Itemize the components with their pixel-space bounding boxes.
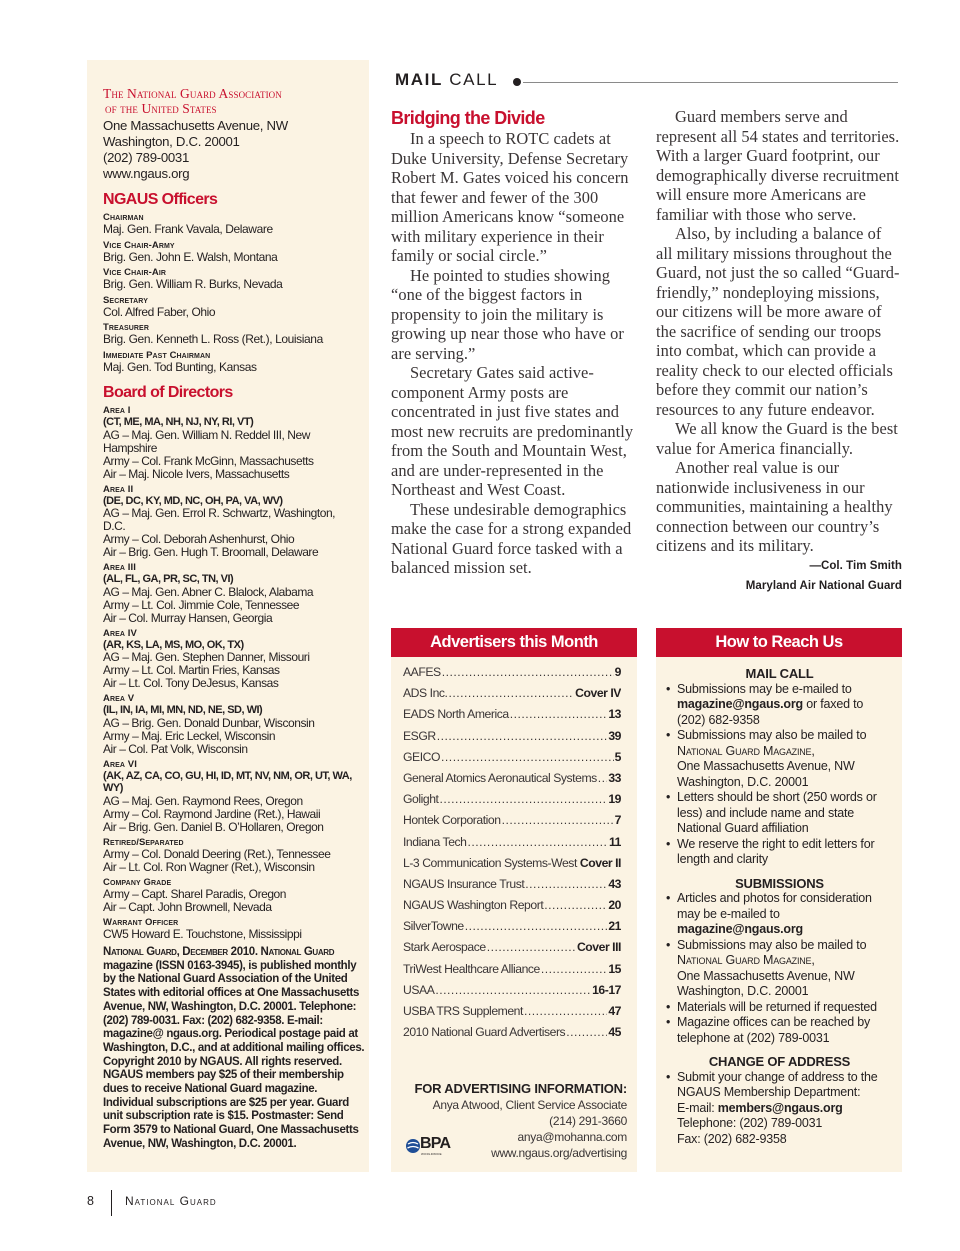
director-name: AG – Maj. Gen. William N. Reddel III, New Hampshire bbox=[103, 427, 310, 455]
advertiser-name: TriWest Healthcare Alliance bbox=[403, 961, 540, 976]
change-address-subheading: CHANGE OF ADDRESS bbox=[708, 1054, 851, 1069]
advertiser-page: 20 bbox=[608, 898, 621, 913]
mail-call-list bbox=[665, 682, 894, 868]
article-paragraph: Guard members serve and represent all 54 states and territories. With a larger Guard footprint, our demographically diverse recruitment will ensure more Americans are familiar with those who serve. bbox=[656, 107, 900, 224]
area-title: Area V bbox=[103, 693, 135, 704]
director-name: Army – Capt. Sharel Paradis, Oregon bbox=[103, 886, 287, 901]
advertiser-page: 33 bbox=[608, 770, 621, 785]
officer-name: Brig. Gen. William R. Burks, Nevada bbox=[103, 277, 283, 291]
publication-info: National Guard, December 2010. National Guard magazine (ISSN 0163-3945), is published monthly by the National Guard Association of the United States with editorial offices at One Massachusetts Avenue, NW, Washington, D.C. 20001. Telephone: (202) 789-0031. Fax: (202) 682-9358. E-mail: magazine@ ngaus.org. Periodical postage paid at Washington, D.C., and at additional mailing offices. Copyright 2010 by NGAUS. All rights reserved. NGAUS members pay $25 of their membership dues to receive National Guard magazine. Individual subscriptions are $25 per year. Guard unit subscription rate is $15. Postmaster: Send Form 3579 to National Guard, One Massachusetts Avenue, NW, Washington, D.C. 20001. bbox=[103, 946, 365, 1150]
advertiser-name: ESGR bbox=[403, 728, 436, 743]
director-name: Air – Col. Murray Hansen, Georgia bbox=[103, 610, 273, 625]
area-states: (IL, IN, IA, MI, MN, ND, NE, SD, WI) bbox=[103, 704, 263, 716]
advertiser-page: 13 bbox=[608, 707, 621, 722]
advertiser-row[interactable] bbox=[403, 983, 621, 1004]
advertiser-name: AAFES bbox=[403, 665, 441, 679]
header-bullet bbox=[513, 78, 521, 86]
officer-name: Brig. Gen. Kenneth L. Ross (Ret.), Louisiana bbox=[103, 332, 323, 346]
advertiser-row[interactable] bbox=[403, 856, 621, 877]
article-title: Bridging the Divide bbox=[391, 108, 545, 128]
dot-leader bbox=[598, 771, 608, 785]
director-name: AG – Brig. Gen. Donald Dunbar, Wisconsin bbox=[103, 715, 315, 730]
advertiser-page: Cover II bbox=[579, 855, 621, 870]
header-rule bbox=[523, 82, 898, 83]
dot-leader bbox=[566, 1025, 607, 1039]
submissions-subheading: SUBMISSIONS bbox=[735, 875, 824, 891]
advertisers-list bbox=[391, 657, 637, 1046]
director-name: Air – Maj. Nicole Ivers, Massachusetts bbox=[103, 466, 290, 481]
director-name: Air – Brig. Gen. Daniel B. O’Hollaren, Oregon bbox=[103, 819, 324, 834]
article-paragraph: Another real value is our nationwide inclusiveness in our communities, maintaining a healthy connection between our country’s citizens and its military. bbox=[656, 458, 893, 555]
letter-signature-unit: Maryland Air National Guard bbox=[745, 579, 902, 592]
advertiser-name: Golight bbox=[403, 792, 439, 807]
advertiser-row[interactable] bbox=[403, 792, 621, 813]
dot-leader bbox=[525, 877, 607, 891]
advertiser-page: 43 bbox=[608, 876, 621, 891]
advertiser-row[interactable] bbox=[403, 771, 621, 792]
officer-role: Immediate Past Chairman bbox=[103, 349, 211, 361]
dot-leader bbox=[442, 665, 614, 679]
dot-leader bbox=[541, 962, 607, 976]
advertiser-name: NGAUS Insurance Trust bbox=[403, 876, 525, 891]
masthead-column bbox=[87, 60, 369, 1172]
list-item: • Letters should be short (250 words or less) and include name and state National Guard affiliation bbox=[665, 790, 894, 837]
advertiser-row[interactable] bbox=[403, 750, 621, 771]
dot-leader bbox=[524, 1004, 607, 1018]
advertiser-page: 7 bbox=[614, 813, 621, 828]
change-address-list bbox=[665, 1070, 894, 1101]
area-states: (AL, FL, GA, PR, SC, TN, VI) bbox=[103, 573, 234, 585]
advertiser-name: SilverTowne bbox=[403, 919, 464, 934]
dot-leader bbox=[439, 792, 607, 806]
advertiser-page: 39 bbox=[608, 728, 621, 743]
article-column-right bbox=[656, 107, 902, 596]
dot-leader bbox=[502, 813, 614, 827]
advertiser-name: NGAUS Washington Report bbox=[403, 898, 544, 913]
submissions-list bbox=[665, 891, 894, 1046]
advertiser-name: ADS Inc. bbox=[403, 686, 448, 701]
section-title: MAIL CALL bbox=[395, 70, 499, 89]
officer-role: Treasurer bbox=[103, 322, 149, 333]
advertiser-row[interactable] bbox=[403, 707, 621, 728]
advertiser-page: 47 bbox=[608, 1004, 621, 1018]
advertiser-page: 45 bbox=[608, 1025, 621, 1040]
officer-name: Maj. Gen. Frank Vavala, Delaware bbox=[103, 222, 273, 236]
director-name: AG – Maj. Gen. Abner C. Blalock, Alabama bbox=[103, 584, 314, 599]
article-paragraph: We all know the Guard is the best value for America financially. bbox=[656, 419, 898, 458]
advertising-info: FOR ADVERTISING INFORMATION: Anya Atwood, Client Service Associate (214) 291-3660 anya@mohanna.com www.ngaus.org/advertising bbox=[397, 1080, 627, 1161]
advertiser-name: USAA bbox=[403, 982, 435, 997]
area-title: Company Grade bbox=[103, 876, 172, 888]
area-states: (AK, AZ, CA, CO, GU, HI, ID, MT, NV, NM, OR, UT, WA, WY) bbox=[103, 769, 352, 794]
advertiser-name: 2010 National Guard Advertisers bbox=[403, 1025, 566, 1040]
advertisers-box bbox=[391, 628, 637, 1172]
director-name: Army – Col. Frank McGinn, Massachusetts bbox=[103, 453, 314, 468]
officer-role: Secretary bbox=[103, 294, 148, 306]
advertiser-name: L-3 Communication Systems-West bbox=[403, 855, 577, 870]
director-name: Air – Lt. Col. Ron Wagner (Ret.), Wisconsin bbox=[103, 859, 315, 874]
bpa-globe-icon bbox=[405, 1138, 421, 1154]
advertiser-name: Indiana Tech bbox=[403, 834, 467, 849]
list-item: • Materials will be returned if requested bbox=[665, 1000, 894, 1016]
reach-us-content: MAIL CALL • Submissions may be e-mailed to magazine@ngaus.org or faxed to (202) 682-9358 • Submissions may also be mailed to National Guard Magazine, One Massachusetts Avenue, NW Washington, D.C. 20001 • Letters should be short (250 words or less) and include name and state National Guard affiliation • We reserve the right to edit letters for length and clarity SUBMISSIONS • Articles and photos for consideration may be e-mailed to magazine@ngaus.org • Submissions may also be mailed to National Guard Magazine, One Massachusetts Avenue, NW Washington, D.C. 20001 • Materials will be returned if requested • Magazine offices can be reached by telephone at (202) 789-0031 CHANGE OF ADDRESS • Submit your change of address to the NGAUS Membership Department: E-mail: members@ngaus.org Telephone: (202) 789-0031 Fax: (202) 682-9358 bbox=[656, 657, 902, 1147]
area-title: Area III bbox=[103, 562, 136, 573]
org-name: The National Guard Association of the United States bbox=[103, 86, 282, 116]
dot-leader bbox=[449, 686, 575, 700]
advertiser-row[interactable] bbox=[403, 898, 621, 919]
advertiser-page: 15 bbox=[608, 961, 621, 976]
advertiser-row[interactable] bbox=[403, 962, 621, 983]
advertiser-page: Cover III bbox=[576, 940, 621, 955]
reach-us-box bbox=[656, 628, 902, 1172]
advertiser-page: 11 bbox=[609, 834, 621, 849]
advertising-url[interactable]: www.ngaus.org/advertising bbox=[491, 1146, 627, 1160]
area-states: (CT, ME, MA, NH, NJ, NY, RI, VT) bbox=[103, 416, 254, 428]
advertiser-page: 19 bbox=[608, 792, 621, 807]
advertising-info-heading: FOR ADVERTISING INFORMATION: bbox=[414, 1081, 627, 1096]
officers-list bbox=[103, 212, 357, 374]
advertiser-row[interactable] bbox=[403, 877, 621, 898]
director-name: Air – Lt. Col. Tony DeJesus, Kansas bbox=[103, 676, 279, 690]
advertiser-page: 16-17 bbox=[592, 982, 621, 997]
advertising-email[interactable]: anya@mohanna.com bbox=[517, 1130, 627, 1144]
advertiser-name: Hontek Corporation bbox=[403, 813, 501, 828]
page-number: 8 bbox=[87, 1194, 94, 1208]
advertiser-page: 5 bbox=[614, 749, 621, 764]
officers-heading: NGAUS Officers bbox=[103, 191, 218, 208]
list-item: • Articles and photos for consideration may be e-mailed to magazine@ngaus.org bbox=[665, 891, 894, 938]
advertiser-row[interactable] bbox=[403, 686, 621, 707]
advertiser-row[interactable] bbox=[403, 1025, 621, 1046]
advertiser-page: 9 bbox=[614, 665, 621, 679]
reach-us-heading: How to Reach Us bbox=[656, 628, 902, 657]
director-name: Air – Col. Pat Volk, Wisconsin bbox=[103, 741, 248, 756]
list-item: • Submissions may be e-mailed to magazine@ngaus.org or faxed to (202) 682-9358 bbox=[665, 682, 894, 729]
mail-call-subheading: MAIL CALL bbox=[745, 666, 814, 681]
article-paragraph: Also, by including a balance of all military missions throughout the Guard, not just the so called “Guard-friendly,” nondeploying missions, our citizens will be more aware of the sacrifice of sending our troops into combat, which can provide a reality check to our elected officials before they commit our nation’s resources to any future endeavor. bbox=[656, 224, 900, 419]
officer-role: Chairman bbox=[103, 212, 144, 223]
director-name: Army – Lt. Col. Martin Fries, Kansas bbox=[103, 663, 280, 677]
dot-leader bbox=[487, 940, 576, 954]
list-item: • Magazine offices can be reached by telephone at (202) 789-0031 bbox=[665, 1015, 894, 1046]
area-states: (DE, DC, KY, MD, NC, OH, PA, VA, WV) bbox=[103, 494, 283, 507]
officer-name: Brig. Gen. John E. Walsh, Montana bbox=[103, 249, 278, 264]
dot-leader bbox=[465, 919, 608, 933]
area-title: Area I bbox=[103, 405, 131, 416]
advertiser-name: General Atomics Aeronautical Systems bbox=[403, 770, 597, 785]
advertisers-heading: Advertisers this Month bbox=[391, 628, 637, 657]
magazine-name: National Guard bbox=[125, 1194, 217, 1208]
director-name: Army – Col. Raymond Jardine (Ret.), Hawaii bbox=[103, 806, 321, 821]
advertiser-row[interactable] bbox=[403, 940, 621, 961]
board-list bbox=[103, 405, 357, 941]
org-address: One Massachusetts Avenue, NW Washington, D.C. 20001 (202) 789-0031 www.ngaus.org bbox=[103, 118, 357, 182]
advertiser-name: Stark Aerospace bbox=[403, 940, 486, 955]
advertiser-name: GEICO bbox=[403, 749, 441, 764]
area-states: (AR, KS, LA, MS, MO, OK, TX) bbox=[103, 638, 244, 651]
article-paragraph: He pointed to studies showing “one of the biggest factors in propensity to join the military is growing up near those who have or are serving.” bbox=[391, 265, 624, 363]
director-name: Army – Col. Deborah Ashenhurst, Ohio bbox=[103, 532, 295, 546]
org-website[interactable]: www.ngaus.org bbox=[103, 166, 190, 181]
list-item: • We reserve the right to edit letters for length and clarity bbox=[665, 837, 894, 868]
director-name: Army – Col. Donald Deering (Ret.), Tennessee bbox=[103, 846, 331, 861]
area-title: Area IV bbox=[103, 627, 137, 639]
submissions-email-link[interactable]: magazine@ngaus.org bbox=[677, 922, 803, 936]
director-name: Army – Maj. Eric Leckel, Wisconsin bbox=[103, 728, 276, 743]
dot-leader bbox=[435, 983, 591, 997]
director-name: CW5 Howard E. Touchstone, Mississippi bbox=[103, 926, 302, 941]
dot-leader bbox=[544, 898, 607, 912]
advertiser-page: Cover IV bbox=[575, 686, 621, 701]
director-name: Army – Lt. Col. Jimmie Cole, Tennessee bbox=[103, 597, 300, 612]
officer-role: Vice Chair-Army bbox=[103, 239, 175, 251]
letter-signature: —Col. Tim Smith bbox=[809, 559, 902, 572]
article-paragraph: Secretary Gates said active-component Army posts are concentrated in just five states and most new recruits are predominantly from the South and Mountain West, and are under-represented in the Northeast and West Coast. bbox=[391, 363, 634, 499]
magazine-email-link[interactable]: magazine@ngaus.org bbox=[677, 697, 803, 711]
director-name: AG – Maj. Gen. Raymond Rees, Oregon bbox=[103, 793, 303, 808]
director-name: Air – Brig. Gen. Hugh T. Broomall, Delaware bbox=[103, 545, 319, 559]
area-title: Area II bbox=[103, 483, 134, 495]
dot-leader bbox=[578, 856, 579, 870]
list-item: • Submissions may also be mailed to National Guard Magazine, One Massachusetts Avenue, NW Washington, D.C. 20001 bbox=[665, 938, 894, 1000]
area-title: Warrant Officer bbox=[103, 916, 179, 928]
advertiser-row[interactable] bbox=[403, 729, 621, 750]
director-name: AG – Maj. Gen. Stephen Danner, Missouri bbox=[103, 650, 310, 664]
section-header bbox=[395, 70, 903, 94]
director-name: AG – Maj. Gen. Errol R. Schwartz, Washington, D.C. bbox=[103, 506, 336, 533]
list-item: • Submissions may also be mailed to National Guard Magazine, One Massachusetts Avenue, NW Washington, D.C. 20001 bbox=[665, 728, 894, 790]
officer-name: Col. Alfred Faber, Ohio bbox=[103, 304, 216, 319]
article-paragraph: These undesirable demographics make the case for a strong expanded National Guard force tasked with a balanced mission set. bbox=[391, 499, 632, 577]
officer-name: Maj. Gen. Tod Bunting, Kansas bbox=[103, 359, 257, 374]
advertiser-row[interactable] bbox=[403, 919, 621, 940]
dot-leader bbox=[441, 750, 614, 764]
area-title: Area VI bbox=[103, 758, 137, 770]
advertiser-row[interactable] bbox=[403, 835, 621, 856]
advertiser-name: USBA TRS Supplement bbox=[403, 1004, 523, 1018]
article-column-left bbox=[391, 107, 637, 578]
board-heading: Board of Directors bbox=[103, 384, 233, 401]
advertiser-row[interactable] bbox=[403, 665, 621, 686]
advertiser-name: EADS North America bbox=[403, 707, 509, 722]
advertiser-row[interactable] bbox=[403, 1004, 621, 1025]
dot-leader bbox=[468, 835, 609, 849]
officer-role: Vice Chair-Air bbox=[103, 267, 167, 278]
footer-divider bbox=[111, 1190, 112, 1216]
members-email-link[interactable]: members@ngaus.org bbox=[717, 1100, 843, 1115]
dot-leader bbox=[437, 729, 608, 743]
bpa-logo: BPA WORLDWIDE bbox=[405, 1136, 453, 1154]
advertiser-page: 21 bbox=[608, 919, 621, 934]
director-name: Air – Capt. John Brownell, Nevada bbox=[103, 899, 272, 914]
article-paragraph: In a speech to ROTC cadets at Duke University, Defense Secretary Robert M. Gates voiced his concern that fewer and fewer of the 300 million Americans know “someone with military experience in their family or social circle.” bbox=[391, 129, 629, 265]
area-title: Retired/Separated bbox=[103, 836, 184, 848]
dot-leader bbox=[510, 707, 608, 721]
advertiser-row[interactable] bbox=[403, 813, 621, 834]
list-item: • Submit your change of address to the NGAUS Membership Department: bbox=[665, 1070, 894, 1101]
